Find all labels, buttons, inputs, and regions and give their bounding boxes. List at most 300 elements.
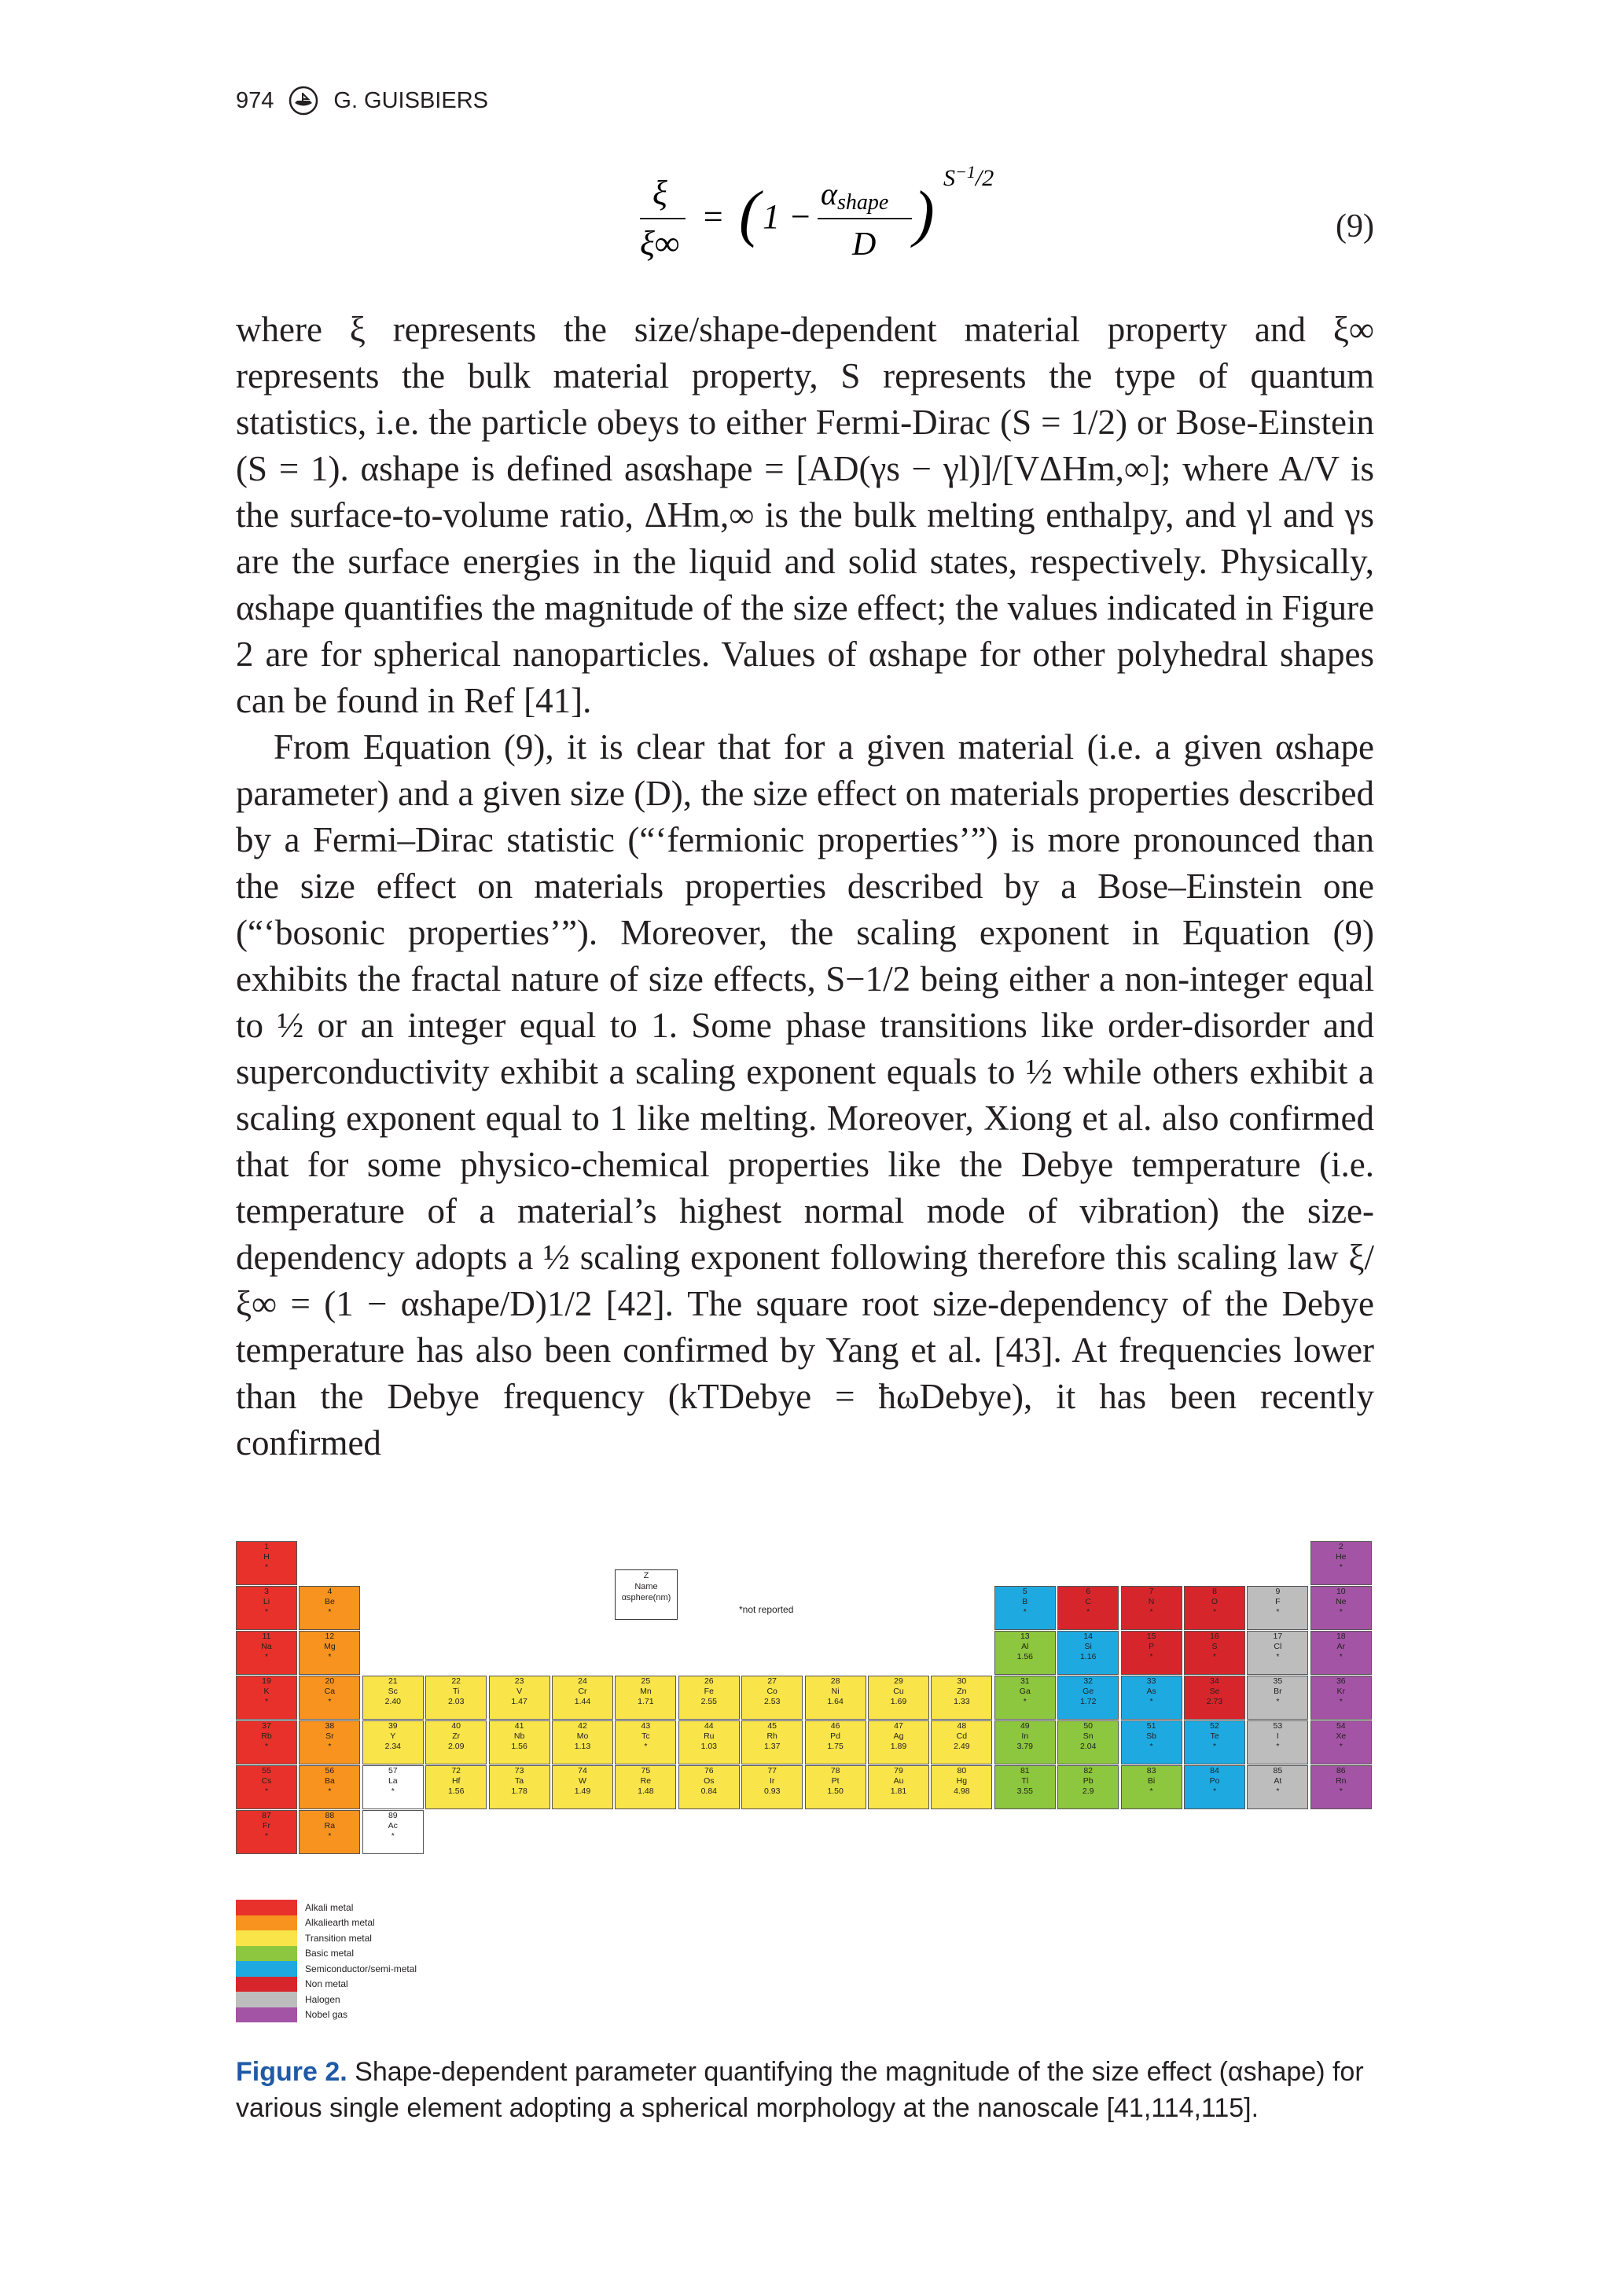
element-s: K bbox=[263, 1687, 270, 1696]
element-cell-mo bbox=[552, 1720, 613, 1764]
element-v: * bbox=[1339, 1562, 1343, 1572]
element-cell-kr bbox=[1310, 1676, 1372, 1720]
element-cell-co bbox=[741, 1676, 803, 1720]
element-v: 1.64 bbox=[827, 1697, 844, 1706]
element-cell-y bbox=[362, 1720, 424, 1764]
element-v: * bbox=[1276, 1652, 1280, 1661]
element-z: 27 bbox=[767, 1676, 777, 1686]
element-cell-fe bbox=[678, 1676, 740, 1720]
element-s: Ne bbox=[1336, 1597, 1347, 1606]
not-reported-note: *not reported bbox=[739, 1604, 794, 1615]
element-v: 2.04 bbox=[1079, 1742, 1097, 1751]
element-z: 72 bbox=[451, 1766, 461, 1775]
element-cell-si bbox=[1057, 1631, 1119, 1675]
legend-item bbox=[236, 1930, 417, 1946]
element-cell-ni bbox=[805, 1676, 866, 1720]
element-cell-ir bbox=[741, 1765, 803, 1809]
element-z: 5 bbox=[1022, 1587, 1027, 1596]
element-cell-se bbox=[1184, 1676, 1245, 1720]
element-v: 2.34 bbox=[384, 1742, 402, 1751]
element-z: 55 bbox=[262, 1766, 271, 1775]
legend-item bbox=[236, 2007, 417, 2023]
element-cell-w bbox=[552, 1765, 613, 1809]
element-cell-po bbox=[1184, 1765, 1245, 1809]
publisher-logo-icon bbox=[288, 85, 319, 116]
element-cell-zr bbox=[425, 1720, 487, 1764]
element-z: 10 bbox=[1336, 1587, 1346, 1596]
element-cell-s bbox=[1184, 1631, 1245, 1675]
element-s: Mo bbox=[576, 1731, 589, 1741]
element-s: Kr bbox=[1336, 1687, 1346, 1696]
element-s: La bbox=[388, 1776, 398, 1786]
element-v: * bbox=[1149, 1652, 1153, 1661]
element-z: 38 bbox=[325, 1721, 335, 1731]
element-v: * bbox=[1339, 1607, 1343, 1617]
element-cell-ba bbox=[299, 1765, 360, 1809]
legend-label: Non metal bbox=[305, 1978, 348, 1990]
element-cell-ag bbox=[868, 1720, 929, 1764]
element-s: Cs bbox=[261, 1776, 272, 1786]
element-s: Sb bbox=[1146, 1731, 1157, 1741]
element-v: 1.81 bbox=[890, 1786, 907, 1796]
svg-text:ξ∞: ξ∞ bbox=[640, 224, 680, 263]
element-v: * bbox=[1339, 1786, 1343, 1796]
element-s: Ga bbox=[1019, 1687, 1031, 1696]
element-cell-mg bbox=[299, 1631, 360, 1675]
element-v: * bbox=[264, 1562, 269, 1572]
svg-text:S−1/2: $S^{-1}/2$ bbox=[943, 164, 994, 191]
element-z: 43 bbox=[641, 1721, 651, 1731]
element-z: 76 bbox=[704, 1766, 714, 1775]
running-header bbox=[236, 85, 488, 116]
element-z: 78 bbox=[830, 1766, 840, 1775]
element-z: 88 bbox=[325, 1811, 335, 1820]
element-z: 47 bbox=[894, 1721, 903, 1731]
element-cell-rn bbox=[1310, 1765, 1372, 1809]
element-cell-pd bbox=[805, 1720, 866, 1764]
element-z: 86 bbox=[1336, 1766, 1346, 1775]
element-z: 75 bbox=[641, 1766, 651, 1775]
element-s: Br bbox=[1274, 1687, 1282, 1696]
svg-text:1 −: 1 − bbox=[763, 197, 812, 236]
legend-label: Nobel gas bbox=[305, 2009, 348, 2021]
element-cell-re bbox=[615, 1765, 676, 1809]
element-s: Fe bbox=[704, 1687, 714, 1696]
element-v: * bbox=[1339, 1652, 1343, 1661]
key-box bbox=[615, 1569, 678, 1620]
element-v: 2.03 bbox=[447, 1697, 465, 1706]
element-s: Zr bbox=[452, 1731, 461, 1741]
element-v: * bbox=[1149, 1607, 1153, 1617]
element-v: 4.98 bbox=[954, 1786, 970, 1796]
element-z: 82 bbox=[1083, 1766, 1094, 1775]
element-cell-ru bbox=[678, 1720, 740, 1764]
element-v: * bbox=[1023, 1607, 1027, 1617]
element-cell-os bbox=[678, 1765, 740, 1809]
element-s: W bbox=[579, 1776, 586, 1786]
element-v: * bbox=[1212, 1786, 1217, 1796]
element-z: 34 bbox=[1210, 1676, 1219, 1686]
element-v: 1.72 bbox=[1079, 1697, 1097, 1706]
caption-label: Figure 2. bbox=[236, 2057, 347, 2087]
element-cell-at bbox=[1247, 1765, 1308, 1809]
element-cell-pb bbox=[1057, 1765, 1119, 1809]
element-z: 53 bbox=[1273, 1721, 1283, 1731]
element-s: Pt bbox=[831, 1776, 840, 1786]
legend-label: Semiconductor/semi-metal bbox=[305, 1963, 417, 1974]
element-v: 2.55 bbox=[700, 1697, 718, 1706]
element-z: 33 bbox=[1146, 1676, 1156, 1686]
element-s: As bbox=[1146, 1687, 1156, 1696]
figure-caption bbox=[236, 2054, 1374, 2126]
legend-label: Basic metal bbox=[305, 1948, 355, 1959]
element-v: * bbox=[1212, 1607, 1217, 1617]
element-v: * bbox=[1086, 1607, 1090, 1617]
element-cell-ar bbox=[1310, 1631, 1372, 1675]
element-z: 81 bbox=[1020, 1766, 1030, 1775]
svg-text:(: ( bbox=[739, 179, 760, 248]
legend-swatch bbox=[236, 1992, 297, 2007]
element-s: Na bbox=[261, 1642, 272, 1651]
element-z: 42 bbox=[578, 1721, 587, 1731]
element-cell-rb bbox=[236, 1720, 297, 1764]
element-z: 30 bbox=[957, 1676, 967, 1686]
legend-swatch bbox=[236, 1915, 297, 1931]
element-s: Rh bbox=[766, 1731, 777, 1741]
legend-swatch bbox=[236, 2007, 297, 2023]
element-s: Ac bbox=[388, 1821, 398, 1831]
element-z: 52 bbox=[1210, 1721, 1219, 1731]
element-cell-hf bbox=[425, 1765, 487, 1809]
element-z: 21 bbox=[388, 1676, 398, 1686]
element-v: 1.56 bbox=[447, 1786, 465, 1796]
element-s: Tc bbox=[641, 1731, 650, 1741]
element-s: Re bbox=[640, 1776, 652, 1786]
svg-text:=: = bbox=[701, 197, 725, 236]
element-z: 18 bbox=[1336, 1632, 1346, 1641]
legend-item bbox=[236, 1961, 417, 1977]
element-z: 57 bbox=[388, 1766, 398, 1775]
element-v: * bbox=[264, 1742, 269, 1751]
element-z: 32 bbox=[1083, 1676, 1094, 1686]
element-v: * bbox=[1276, 1697, 1280, 1706]
element-z: 45 bbox=[767, 1721, 777, 1731]
element-s: Ni bbox=[831, 1687, 840, 1696]
element-z: 31 bbox=[1020, 1676, 1030, 1686]
element-v: 1.89 bbox=[890, 1742, 907, 1751]
element-v: * bbox=[644, 1742, 648, 1751]
element-cell-o bbox=[1184, 1586, 1245, 1630]
element-cell-nb bbox=[489, 1720, 550, 1764]
element-z: 39 bbox=[388, 1721, 398, 1731]
legend-item bbox=[236, 1946, 417, 1962]
element-v: * bbox=[391, 1831, 395, 1841]
element-cell-h bbox=[236, 1541, 297, 1585]
element-s: Y bbox=[390, 1731, 396, 1741]
element-z: 29 bbox=[894, 1676, 903, 1686]
element-s: Ir bbox=[769, 1776, 775, 1786]
element-cell-ac bbox=[362, 1810, 424, 1854]
element-s: Sc bbox=[388, 1687, 398, 1696]
element-z: 36 bbox=[1336, 1676, 1346, 1686]
element-v: * bbox=[328, 1652, 332, 1661]
element-s: Fr bbox=[263, 1821, 270, 1831]
element-cell-c bbox=[1057, 1586, 1119, 1630]
svg-text:): ) bbox=[913, 179, 935, 248]
element-v: * bbox=[264, 1697, 269, 1706]
element-cell-sb bbox=[1121, 1720, 1182, 1764]
element-s: Tl bbox=[1021, 1776, 1029, 1786]
element-s: I bbox=[1276, 1731, 1279, 1741]
element-cell-be bbox=[299, 1586, 360, 1630]
element-z: 46 bbox=[830, 1721, 840, 1731]
element-v: 1.16 bbox=[1079, 1652, 1097, 1661]
element-cell-f bbox=[1247, 1586, 1308, 1630]
element-z: 35 bbox=[1273, 1676, 1283, 1686]
element-s: Ra bbox=[324, 1821, 336, 1831]
element-z: 89 bbox=[388, 1811, 398, 1820]
page-number: 974 bbox=[236, 87, 274, 113]
element-z: 7 bbox=[1149, 1587, 1154, 1596]
element-s: S bbox=[1211, 1642, 1218, 1651]
element-z: 16 bbox=[1210, 1632, 1219, 1641]
element-cell-cd bbox=[931, 1720, 992, 1764]
key-name: Name bbox=[634, 1582, 658, 1591]
element-z: 80 bbox=[957, 1766, 967, 1775]
element-cell-al bbox=[994, 1631, 1056, 1675]
element-z: 77 bbox=[767, 1766, 777, 1775]
element-s: Al bbox=[1021, 1642, 1029, 1651]
element-z: 20 bbox=[325, 1676, 335, 1686]
element-cell-in bbox=[994, 1720, 1056, 1764]
element-v: * bbox=[264, 1652, 269, 1661]
element-z: 9 bbox=[1275, 1587, 1281, 1596]
legend-swatch bbox=[236, 1900, 297, 1915]
element-z: 26 bbox=[704, 1676, 714, 1686]
element-cell-pt bbox=[805, 1765, 866, 1809]
element-v: * bbox=[1276, 1742, 1280, 1751]
element-z: 17 bbox=[1273, 1632, 1283, 1641]
element-cell-cu bbox=[868, 1676, 929, 1720]
element-s: Ba bbox=[324, 1776, 335, 1786]
element-v: * bbox=[264, 1831, 269, 1841]
element-v: 1.03 bbox=[700, 1742, 718, 1751]
element-cell-tl bbox=[994, 1765, 1056, 1809]
element-cell-ti bbox=[425, 1676, 487, 1720]
element-cell-bi bbox=[1121, 1765, 1182, 1809]
element-cell-cl bbox=[1247, 1631, 1308, 1675]
element-cell-mn bbox=[615, 1676, 676, 1720]
element-z: 3 bbox=[264, 1587, 269, 1596]
element-s: C bbox=[1085, 1597, 1091, 1606]
element-cell-ta bbox=[489, 1765, 550, 1809]
legend-label: Transition metal bbox=[305, 1932, 372, 1944]
element-s: Po bbox=[1209, 1776, 1220, 1786]
element-z: 74 bbox=[578, 1766, 587, 1775]
element-z: 24 bbox=[578, 1676, 587, 1686]
element-cell-i bbox=[1247, 1720, 1308, 1764]
element-v: 0.93 bbox=[763, 1786, 781, 1796]
element-s: N bbox=[1148, 1597, 1155, 1606]
element-v: 1.47 bbox=[511, 1697, 527, 1706]
element-z: 51 bbox=[1146, 1721, 1156, 1731]
element-v: 2.40 bbox=[384, 1697, 402, 1706]
element-v: 1.44 bbox=[574, 1697, 591, 1706]
element-cell-xe bbox=[1310, 1720, 1372, 1764]
element-cell-au bbox=[868, 1765, 929, 1809]
element-v: 1.69 bbox=[890, 1697, 907, 1706]
key-z: Z bbox=[643, 1571, 649, 1580]
element-v: * bbox=[391, 1786, 395, 1796]
element-cell-ra bbox=[299, 1810, 360, 1854]
element-s: Cd bbox=[956, 1731, 968, 1741]
element-v: * bbox=[328, 1831, 332, 1841]
element-v: 1.13 bbox=[574, 1742, 591, 1751]
element-z: 44 bbox=[704, 1721, 714, 1731]
equation-expression bbox=[629, 164, 1069, 290]
element-cell-cs bbox=[236, 1765, 297, 1809]
element-s: Nb bbox=[513, 1731, 525, 1741]
element-s: In bbox=[1021, 1731, 1029, 1741]
element-z: 37 bbox=[262, 1721, 271, 1731]
element-cell-zn bbox=[931, 1676, 992, 1720]
element-v: * bbox=[328, 1607, 332, 1617]
legend-item bbox=[236, 1915, 417, 1931]
element-v: 3.79 bbox=[1016, 1742, 1034, 1751]
element-z: 54 bbox=[1336, 1721, 1346, 1731]
element-v: 2.49 bbox=[954, 1742, 970, 1751]
element-v: * bbox=[1276, 1607, 1280, 1617]
svg-text:ξ: ξ bbox=[652, 174, 667, 212]
element-s: Bi bbox=[1147, 1776, 1156, 1786]
element-s: B bbox=[1022, 1597, 1028, 1606]
element-z: 11 bbox=[262, 1632, 271, 1641]
element-v: 1.48 bbox=[638, 1786, 654, 1796]
legend-item bbox=[236, 1992, 417, 2007]
element-s: Ta bbox=[515, 1776, 524, 1786]
element-s: Pb bbox=[1083, 1776, 1094, 1786]
element-s: He bbox=[1336, 1552, 1347, 1562]
legend-item bbox=[236, 1900, 417, 1915]
element-v: 2.9 bbox=[1082, 1786, 1094, 1796]
element-v: * bbox=[264, 1786, 269, 1796]
element-s: O bbox=[1211, 1597, 1219, 1606]
element-v: 1.56 bbox=[511, 1742, 527, 1751]
element-s: Te bbox=[1210, 1731, 1219, 1741]
element-v: 1.49 bbox=[574, 1786, 591, 1796]
element-v: * bbox=[1276, 1786, 1280, 1796]
element-s: Se bbox=[1209, 1687, 1220, 1696]
element-s: Si bbox=[1084, 1642, 1092, 1651]
element-cell-la bbox=[362, 1765, 424, 1809]
element-z: 85 bbox=[1273, 1766, 1283, 1775]
element-z: 8 bbox=[1212, 1587, 1217, 1596]
element-v: 1.33 bbox=[954, 1697, 970, 1706]
element-z: 2 bbox=[1338, 1542, 1344, 1551]
element-v: 0.84 bbox=[700, 1786, 718, 1796]
paragraph-2: From Equation (9), it is clear that for a given material (i.e. a given αshape parameter) and a given size (D), the size effect on materials properties described by a Fermi–Dirac statistic (“‘fermionic properties’”) is more pronounced than the size effect on materials properties described by a Bose–Einstein one (“‘bosonic properties’”). Moreover, the scaling exponent in Equation (9) exhibits the fractal nature of size effects, S−1/2 being either a non-integer equal to ½ or an integer equal to 1. Some phase transitions like order-disorder and superconductivity exhibit a scaling exponent equals to ½ while others exhibit a scaling exponent equal to 1 like melting. Moreover, Xiong et al. also confirmed that for some physico-chemical properties like the Debye temperature (i.e. temperature of a material’s highest normal mode of vibration) the size-dependency adopts a ½ scaling exponent following therefore this scaling law ξ/ξ∞ = (1 − αshape/D)1/2 [42]. The square root size-dependency of the Debye temperature has also been confirmed by Yang et al. [43]. At frequencies lower than the Debye frequency (kTDebye = ħωDebye), it has been recently confirmed bbox=[236, 727, 1374, 1463]
caption-text: Shape-dependent parameter quantifying the magnitude of the size effect (αshape) for various single element adopting a spherical morphology at the nanoscale [41,114,115]. bbox=[236, 2057, 1364, 2123]
element-z: 73 bbox=[514, 1766, 524, 1775]
element-s: Cu bbox=[893, 1687, 904, 1696]
element-s: Zn bbox=[957, 1687, 967, 1696]
element-z: 50 bbox=[1083, 1721, 1094, 1731]
legend-label: Alkaliearth metal bbox=[305, 1917, 375, 1929]
equation-formula bbox=[629, 164, 1069, 281]
element-cell-sc bbox=[362, 1676, 424, 1720]
element-cell-b bbox=[994, 1586, 1056, 1630]
element-s: Pd bbox=[830, 1731, 841, 1741]
element-z: 41 bbox=[514, 1721, 524, 1731]
legend-swatch bbox=[236, 1977, 297, 1992]
element-cell-hg bbox=[931, 1765, 992, 1809]
element-v: * bbox=[1023, 1697, 1027, 1706]
element-s: Ge bbox=[1083, 1687, 1094, 1696]
element-cell-n bbox=[1121, 1586, 1182, 1630]
element-v: * bbox=[1212, 1652, 1217, 1661]
element-s: Sn bbox=[1083, 1731, 1094, 1741]
element-cell-rh bbox=[741, 1720, 803, 1764]
element-z: 6 bbox=[1086, 1587, 1091, 1596]
element-z: 13 bbox=[1020, 1632, 1030, 1641]
element-s: Os bbox=[704, 1776, 715, 1786]
element-v: 2.73 bbox=[1206, 1697, 1223, 1706]
key-alpha: αsphere(nm) bbox=[621, 1593, 671, 1602]
element-z: 4 bbox=[327, 1587, 333, 1596]
element-z: 14 bbox=[1083, 1632, 1094, 1641]
element-cell-v bbox=[489, 1676, 550, 1720]
element-v: 1.71 bbox=[638, 1697, 654, 1706]
element-z: 1 bbox=[264, 1542, 269, 1551]
element-cell-k bbox=[236, 1676, 297, 1720]
element-s: Xe bbox=[1336, 1731, 1347, 1741]
element-z: 40 bbox=[451, 1721, 461, 1731]
element-s: V bbox=[516, 1687, 523, 1696]
element-s: Cr bbox=[578, 1687, 587, 1696]
element-v: * bbox=[328, 1697, 332, 1706]
element-s: F bbox=[1275, 1597, 1281, 1606]
element-s: Mn bbox=[640, 1687, 652, 1696]
element-v: 3.55 bbox=[1016, 1786, 1034, 1796]
legend bbox=[236, 1900, 417, 2022]
element-s: Ru bbox=[704, 1731, 715, 1741]
element-z: 83 bbox=[1146, 1766, 1156, 1775]
element-z: 87 bbox=[262, 1811, 271, 1820]
legend-swatch bbox=[236, 1946, 297, 1962]
element-cell-na bbox=[236, 1631, 297, 1675]
element-s: Co bbox=[766, 1687, 777, 1696]
element-cell-fr bbox=[236, 1810, 297, 1854]
periodic-table-figure bbox=[236, 1541, 1374, 2044]
element-s: Ca bbox=[324, 1687, 336, 1696]
element-cell-sr bbox=[299, 1720, 360, 1764]
element-s: Rn bbox=[1336, 1776, 1347, 1786]
equation-9 bbox=[236, 164, 1374, 281]
element-z: 56 bbox=[325, 1766, 335, 1775]
element-s: Cl bbox=[1274, 1642, 1282, 1651]
legend-label: Alkali metal bbox=[305, 1901, 354, 1913]
element-v: 2.09 bbox=[447, 1742, 465, 1751]
element-cell-ne bbox=[1310, 1586, 1372, 1630]
element-z: 22 bbox=[451, 1676, 461, 1686]
legend-swatch bbox=[236, 1961, 297, 1977]
element-cell-he bbox=[1310, 1541, 1372, 1585]
element-s: Sr bbox=[325, 1731, 334, 1741]
element-s: Ar bbox=[1336, 1642, 1346, 1651]
element-s: Li bbox=[263, 1597, 270, 1606]
element-v: * bbox=[1149, 1742, 1153, 1751]
element-v: * bbox=[264, 1607, 269, 1617]
